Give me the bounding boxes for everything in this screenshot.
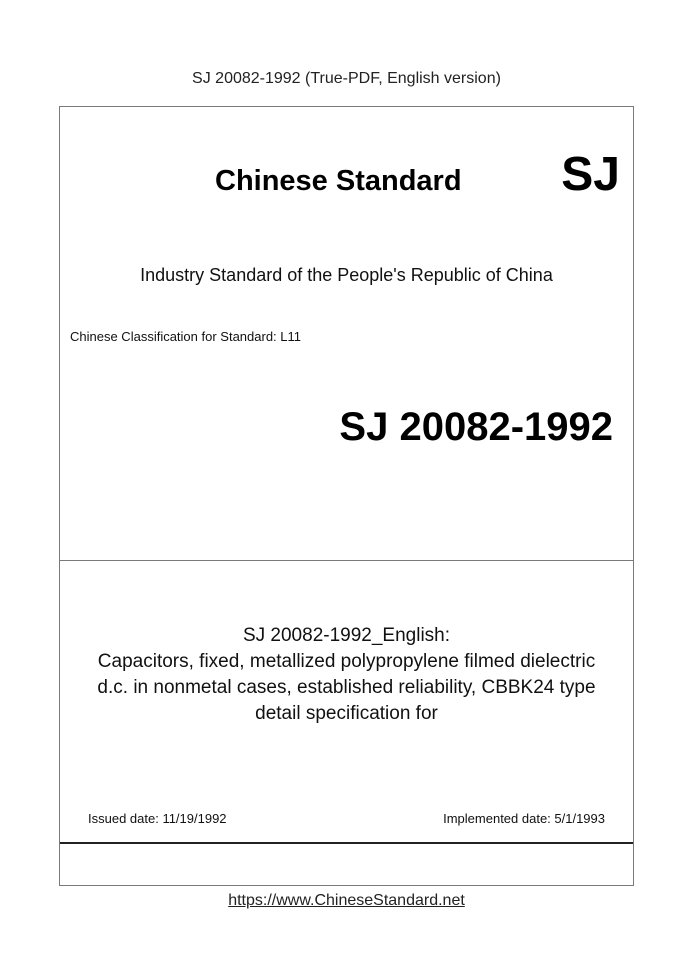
document-title-line: SJ 20082-1992_English: xyxy=(242,625,451,646)
industry-standard-line: Industry Standard of the People's Republic of China xyxy=(140,265,553,285)
document-title-line: d.c. in nonmetal cases, established reliability, CBBK24 type xyxy=(97,677,596,698)
website-link[interactable]: https://www.ChineseStandard.net xyxy=(228,892,465,909)
page-header-title: SJ 20082-1992 (True-PDF, English version) xyxy=(192,70,501,87)
document-title-line: Capacitors, fixed, metallized polypropylene filmed dielectric xyxy=(97,651,596,672)
cover-frame xyxy=(59,106,634,886)
implemented-date: Implemented date: 5/1/1993 xyxy=(443,811,605,826)
document-title-line: detail specification for xyxy=(255,703,438,724)
cover-upper-section xyxy=(60,107,633,561)
classification-line: Chinese Classification for Standard: L11 xyxy=(70,329,301,344)
standard-code: SJ 20082-1992 xyxy=(339,405,613,449)
standard-label: Chinese Standard xyxy=(215,165,462,197)
cover-lower-section xyxy=(60,561,633,843)
standard-mark: SJ xyxy=(561,148,620,201)
empty-bottom-box xyxy=(60,843,633,885)
document-title xyxy=(60,623,633,727)
issued-date: Issued date: 11/19/1992 xyxy=(88,811,227,826)
